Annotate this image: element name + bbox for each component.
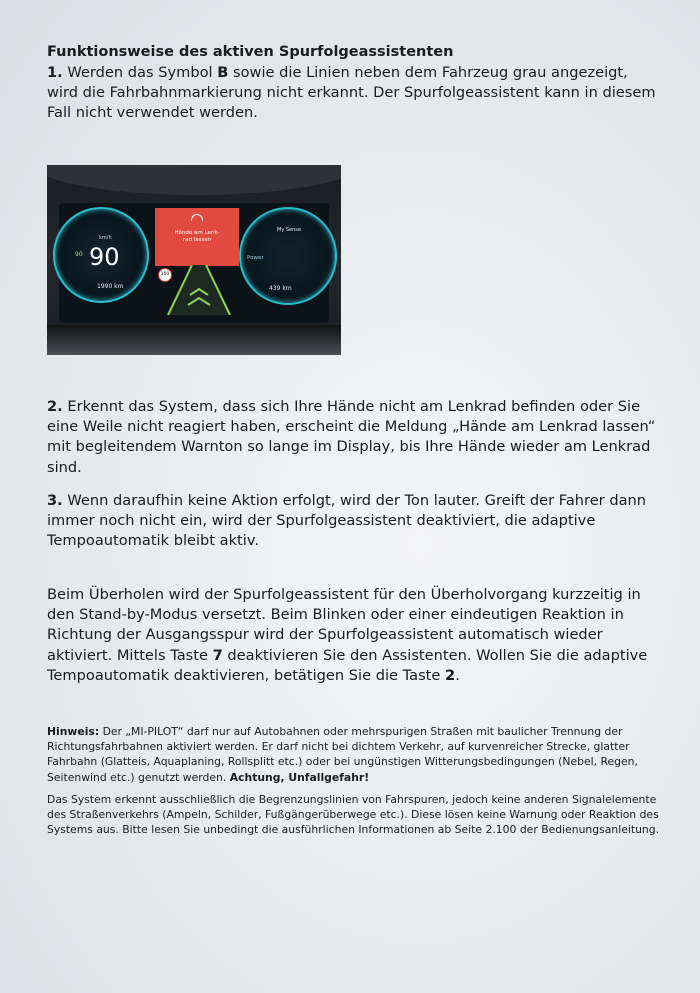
steering-wheel-icon bbox=[191, 214, 203, 221]
key-7-label: 7 bbox=[212, 646, 223, 664]
dashboard-photo bbox=[47, 165, 341, 355]
alert-text: Hände am Lenk- rad lassen bbox=[174, 230, 220, 243]
speed-value: 90 bbox=[89, 243, 120, 271]
key-2-label: 2 bbox=[445, 666, 456, 684]
drive-mode-label: My Sense bbox=[277, 227, 301, 233]
accident-warning: Achtung, Unfallgefahr! bbox=[229, 770, 370, 784]
step-3-text: Wenn daraufhin keine Aktion erfolgt, wird der Ton lauter. Greift der Fahrer dann immer noch nicht ein, wird der Spurfolgeassistent deaktiviert, die adaptive Tempoautomatik bleibt aktiv. bbox=[47, 492, 647, 550]
range-left: 1990 km bbox=[97, 283, 124, 290]
step-1-paragraph bbox=[47, 63, 662, 124]
step-number: 1. bbox=[47, 64, 63, 81]
system-note: Das System erkennt ausschließlich die Begrenzungslinien von Fahrspuren, jedoch keine anderen Signalelemente des Straßenverkehrs (Ampeln, Schilder, Fußgängerüberwege etc.). Diese lösen keine Warnung oder Reaktion des Systems aus. Bitte lesen Sie unbedingt die ausführlichen Informationen ab Seite 2.100 der Bedienungsanleitung. bbox=[47, 793, 660, 837]
step-2-text: Erkennt das System, dass sich Ihre Hände nicht am Lenkrad befinden oder Sie eine Weile nicht reagiert haben, erscheint die Meldung „Hände am Lenkrad lassen“ mit begleitendem Warnton so lange im Display, bis Ihre Hände wieder am Lenkrad sind. bbox=[47, 398, 656, 476]
dashboard-hood bbox=[47, 165, 341, 195]
speed-limit-sign: 100 bbox=[158, 268, 172, 282]
alert-message bbox=[155, 230, 239, 244]
overtaking-text-b: deaktivieren Sie den Assistenten. Wollen Sie die adaptive Tempoautomatik deaktivieren, betätigen Sie die Taste bbox=[47, 646, 648, 684]
hint-note bbox=[47, 724, 662, 785]
symbol-b-label: B bbox=[217, 64, 229, 81]
speed-unit: km/h bbox=[99, 235, 112, 241]
step-number: 2. bbox=[47, 398, 63, 415]
steering-column bbox=[47, 325, 341, 355]
hands-on-wheel-alert bbox=[155, 208, 239, 266]
lane-graphic bbox=[162, 265, 236, 315]
step-1-text-b: sowie die Linien neben dem Fahrzeug grau angezeigt, wird die Fahrbahnmarkierung nicht erkannt. Der Spurfolgeassistent kann in diesem Fall nicht verwendet werden. bbox=[47, 64, 656, 122]
hint-label: Hinweis: bbox=[47, 725, 100, 738]
overtaking-paragraph bbox=[47, 585, 662, 686]
step-3-paragraph bbox=[47, 491, 662, 552]
overtaking-text-c: . bbox=[455, 666, 460, 684]
step-number: 3. bbox=[47, 492, 63, 509]
power-label: Power bbox=[247, 255, 264, 261]
step-2-paragraph bbox=[47, 397, 662, 478]
step-1-text-a: Werden das Symbol bbox=[62, 64, 218, 81]
hint-text: Der „MI-PILOT“ darf nur auf Autobahnen oder mehrspurigen Straßen mit baulicher Trennung der Richtungsfahrbahnen aktiviert werden. Er darf nicht bei dichtem Verkehr, auf kurvenreicher Strecke, glatter Fahrbahn (Glatteis, Aquaplaning, Rollsplitt etc.) oder bei ungünstigen Witterungsbedingungen (Nebel, Regen, Seitenwind etc.) genutzt werden. bbox=[47, 725, 638, 784]
range-right: 439 km bbox=[269, 285, 292, 292]
section-heading: Funktionsweise des aktiven Spurfolgeassistenten bbox=[47, 44, 454, 60]
overtaking-text-a: Beim Überholen wird der Spurfolgeassistent für den Überholvorgang kurzzeitig in den Stand-by-Modus versetzt. Beim Blinken oder einer eindeutigen Reaktion in Richtung der Ausgangsspur wird der Spurfolgeassistent automatisch wieder aktiviert. Mittels Taste bbox=[47, 586, 641, 664]
set-speed: 90 bbox=[75, 251, 83, 258]
